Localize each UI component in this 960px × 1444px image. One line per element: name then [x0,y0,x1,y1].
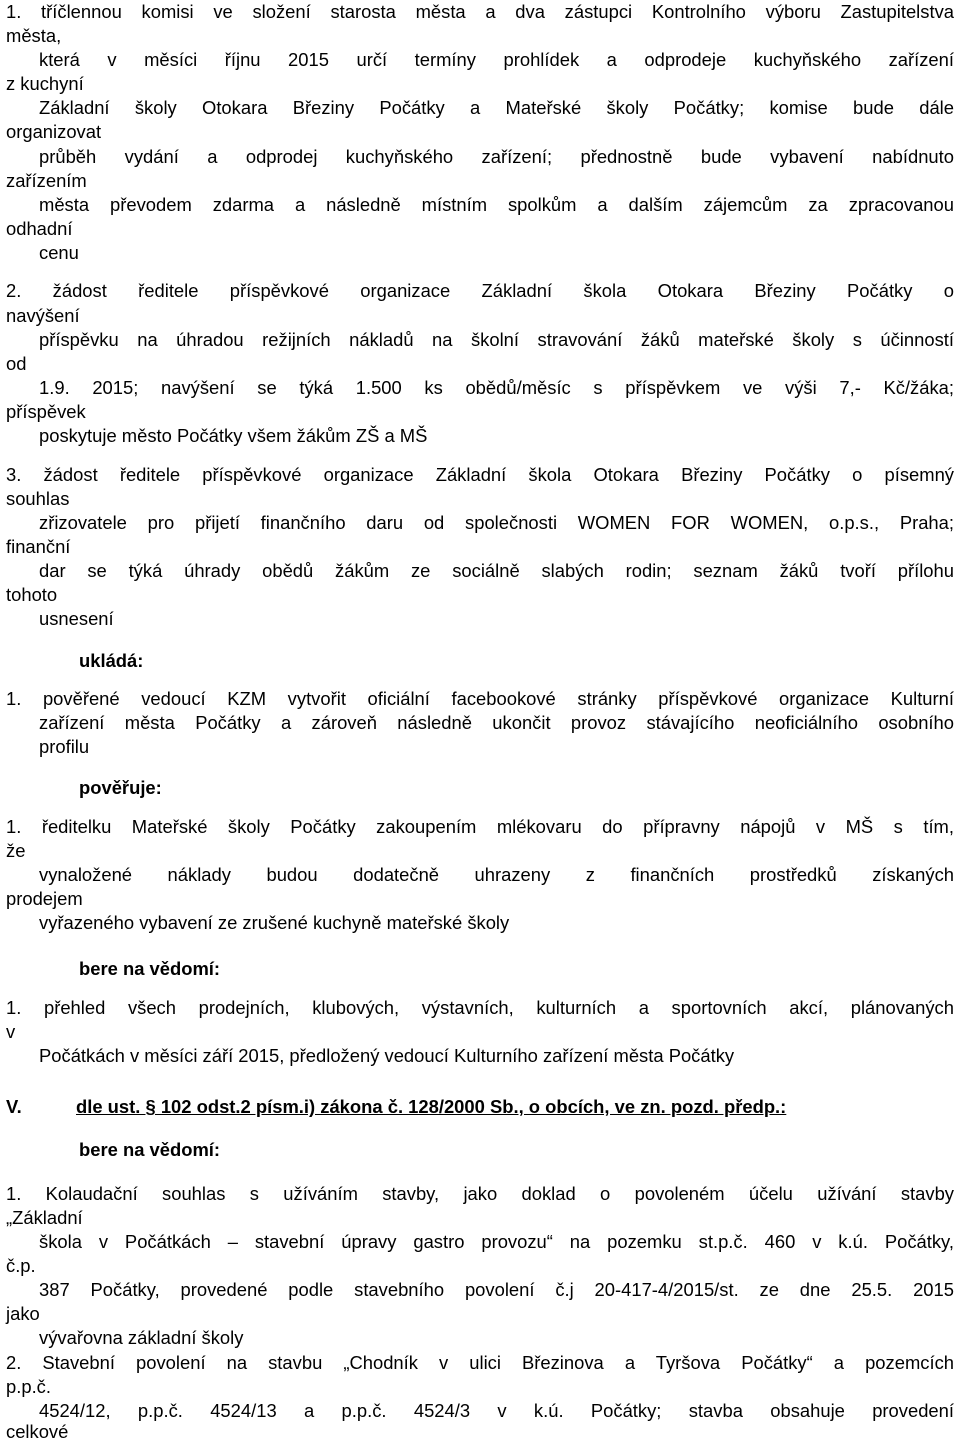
text-line: vývařovna základní školy [39,1327,244,1348]
text-line: zařízením [6,170,87,191]
text-line: která v měsíci říjnu 2015 určí termíny prohlídek a odprodeje kuchyňského zařízení [39,49,954,70]
text-line: 2. žádost ředitele příspěvkové organizace Základní škola Otokara Březiny Počátky o [6,280,954,301]
section-heading-bere-na-vedomi: bere na vědomí: [79,1139,221,1160]
text-line: souhlas [6,488,70,509]
text-line: tohoto [6,584,58,605]
text-line: města převodem zdarma a následně místním spolkům a dalším zájemcům za zpracovanou [39,194,954,215]
text-line: zřizovatele pro přijetí finančního daru od společnosti WOMEN FOR WOMEN, o.p.s., Praha; [39,512,954,533]
text-line: profilu [39,736,90,757]
text-line: prodejem [6,888,83,909]
text-line: vyřazeného vybavení ze zrušené kuchyně mateřské školy [39,912,510,933]
section-v-heading [6,1096,960,1118]
section-heading-poveruje: pověřuje: [79,777,162,798]
text-line: finanční [6,536,71,557]
text-line: 1. přehled všech prodejních, klubových, výstavních, kulturních a sportovních akcí, plánovaných [6,997,954,1018]
text-line: jako [6,1303,40,1324]
text-line: 387 Počátky, provedené podle stavebního povolení č.j 20-417-4/2015/st. ze dne 25.5. 2015 [39,1279,954,1300]
section-v-number: V. [6,1096,22,1117]
text-line: 4524/12, p.p.č. 4524/13 a p.p.č. 4524/3 v k.ú. Počátky; stavba obsahuje provedení [39,1400,954,1421]
text-line: navýšení [6,305,80,326]
text-line: 1.9. 2015; navýšení se týká 1.500 ks obědů/měsíc s příspěvkem ve výši 7,- Kč/žáka; [39,377,954,398]
text-line: příspěvek [6,401,86,422]
text-line: příspěvku na úhradou režijních nákladů na školní stravování žáků mateřské školy s účinností [39,329,954,350]
text-line: celkové [6,1421,69,1442]
text-line: 2. Stavební povolení na stavbu „Chodník v ulici Březinova a Tyršova Počátky“ a pozemcích [6,1352,954,1373]
text-line: dar se týká úhrady obědů žákům ze sociálně slabých rodin; seznam žáků tvoří přílohu [39,560,954,581]
text-line: poskytuje město Počátky všem žákům ZŠ a MŠ [39,425,428,446]
text-line: zařízení města Počátky a zároveň následně ukončit provoz stávajícího neoficiálního osobního [39,712,954,733]
text-line: v [6,1021,16,1042]
text-line: Počátkách v měsíci září 2015, předložený vedoucí Kulturního zařízení města Počátky [39,1045,735,1066]
text-line: odhadní [6,218,73,239]
section-heading-uklada: ukládá: [79,650,144,671]
text-line: 1. ředitelku Mateřské školy Počátky zakoupením mlékovaru do přípravny nápojů v MŠ s tím, [6,816,954,837]
section-v-title: dle ust. § 102 odst.2 písm.i) zákona č. 128/2000 Sb., o obcích, ve zn. pozd. předp.: [76,1096,787,1117]
text-line: od [6,353,27,374]
text-line: 1. Kolaudační souhlas s užíváním stavby, jako doklad o povoleném účelu užívání stavby [6,1183,954,1204]
section-heading-bere-na-vedomi: bere na vědomí: [79,958,221,979]
text-line: cenu [39,242,79,263]
text-line: 1. pověřené vedoucí KZM vytvořit oficiální facebookové stránky příspěvkové organizace Kulturní [6,688,954,709]
text-line: usnesení [39,608,114,629]
text-line: organizovat [6,121,102,142]
text-line: z kuchyní [6,73,84,94]
text-line: Základní školy Otokara Březiny Počátky a Mateřské školy Počátky; komise bude dále [39,97,954,118]
text-line: průběh vydání a odprodej kuchyňského zařízení; přednostně bude vybavení nabídnuto [39,146,954,167]
text-line: města, [6,25,62,46]
text-line: „Základní [6,1207,83,1228]
text-line: vynaložené náklady budou dodatečně uhrazeny z finančních prostředků získaných [39,864,954,885]
text-line: č.p. [6,1255,36,1276]
text-line: 3. žádost ředitele příspěvkové organizace Základní škola Otokara Březiny Počátky o písemný [6,464,954,485]
text-line: škola v Počátkách – stavební úpravy gastro provozu“ na pozemku st.p.č. 460 v k.ú. Počátky, [39,1231,954,1252]
text-line: 1. tříčlennou komisi ve složení starosta města a dva zástupci Kontrolního výboru Zastupitelstva [6,1,954,22]
text-line: p.p.č. [6,1376,51,1397]
text-line: že [6,840,26,861]
